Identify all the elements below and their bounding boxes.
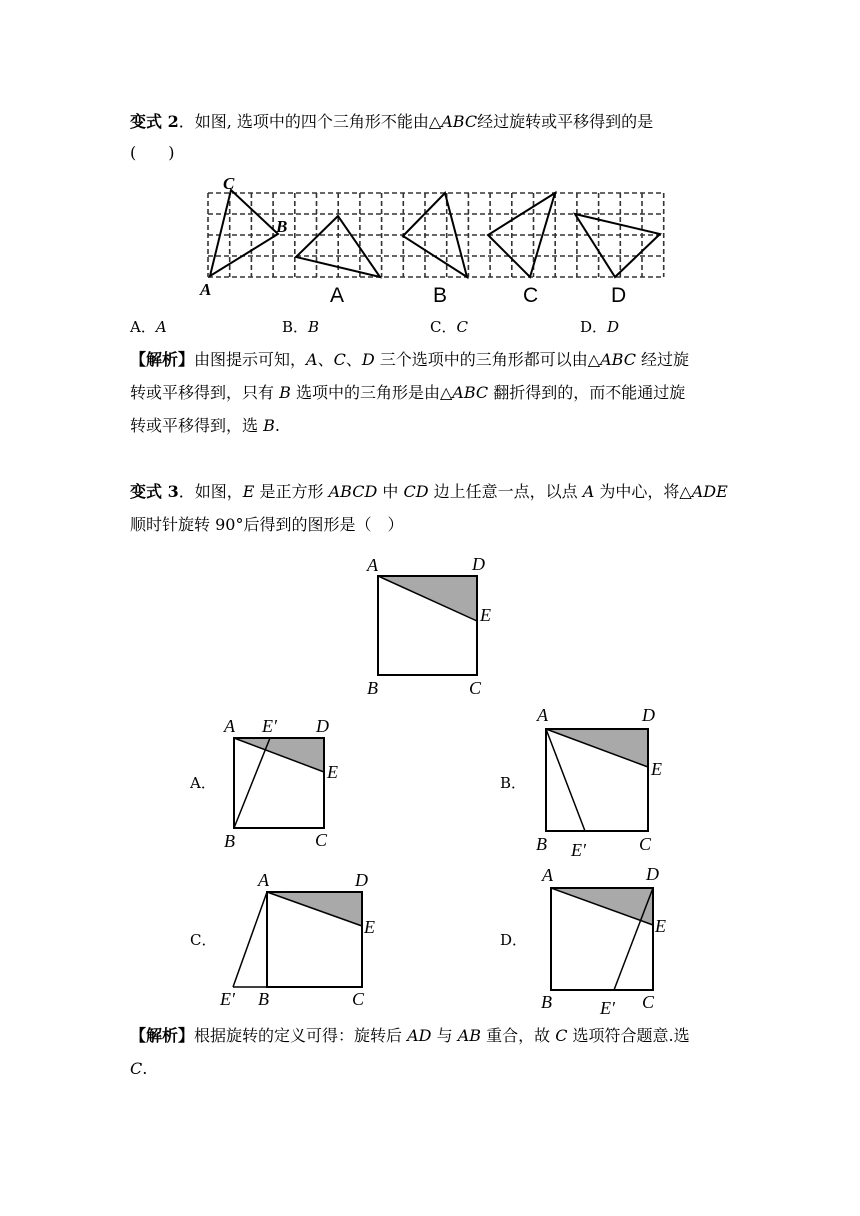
svg-text:E: E [651, 759, 662, 779]
caption-a: A [330, 284, 345, 307]
q3-option-a-letter: A． [190, 774, 216, 792]
svg-text:C: C [315, 830, 328, 850]
q3-option-a-figure [223, 716, 338, 851]
q2-option-b: B．B [282, 318, 320, 336]
q3-option-d-figure [541, 864, 666, 1018]
q2-stem: 变式 2．如图, 选项中的四个三角形不能由△ABC经过旋转或平移得到的是 [130, 112, 654, 131]
svg-text:E: E [364, 917, 375, 937]
svg-text:C: C [352, 989, 365, 1009]
q3-option-b-figure [536, 705, 662, 860]
q2-answer-paren: ( ) [130, 143, 175, 162]
q3-option-c-letter: C． [190, 931, 217, 949]
svg-text:A: A [537, 705, 548, 725]
q2-option-d: D．D [580, 318, 620, 336]
svg-text:B: B [258, 989, 269, 1009]
q3-label: 变式 3 [130, 482, 179, 501]
svg-text:D: D [646, 864, 659, 884]
q2-analysis-line3: 转或平移得到，选 B. [130, 416, 280, 435]
svg-text:D: D [472, 554, 485, 574]
svg-text:D: D [355, 870, 368, 890]
svg-text:A: A [224, 716, 235, 736]
q3-main-figure [366, 554, 491, 698]
q3-option-b-letter: B． [500, 774, 527, 792]
svg-text:E′: E′ [600, 998, 615, 1018]
svg-text:D: D [642, 705, 655, 725]
label-B: B [276, 217, 288, 236]
q3-stem-line1: 变式 3．如图，E 是正方形 ABCD 中 CD 边上任意一点，以点 A 为中心，将△ADE [130, 482, 728, 501]
caption-d: D [611, 284, 627, 307]
q2-analysis-line2: 转或平移得到，只有 B 选项中的三角形是由△ABC 翻折得到的，而不能通过旋 [130, 383, 686, 402]
q2-label: 变式 2 [130, 112, 179, 131]
label-C: C [223, 174, 235, 193]
svg-text:E: E [480, 605, 491, 625]
svg-text:C: C [639, 834, 652, 854]
q3-analysis-line1: 【解析】根据旋转的定义可得：旋转后 AD 与 AB 重合，故 C 选项符合题意.选 [130, 1026, 690, 1045]
q3-option-c-figure [219, 870, 375, 1009]
q3-analysis-line2: C. [130, 1059, 148, 1078]
svg-text:C: C [469, 678, 482, 698]
svg-text:A: A [542, 865, 553, 885]
label-A: A [200, 280, 212, 299]
q3-stem-line2: 顺时针旋转 90°后得到的图形是（ ） [130, 515, 404, 534]
svg-text:D: D [316, 716, 329, 736]
svg-text:E′: E′ [571, 840, 586, 860]
svg-text:A: A [258, 870, 269, 890]
q2-option-a: A．A [130, 318, 167, 336]
svg-text:E′: E′ [220, 989, 235, 1009]
q3-option-d-letter: D． [500, 931, 528, 949]
caption-c: C [523, 284, 539, 307]
svg-text:E: E [327, 762, 338, 782]
q2-analysis-line1: 【解析】由图提示可知，A、C、D 三个选项中的三角形都可以由△ABC 经过旋 [130, 350, 690, 369]
svg-text:C: C [642, 992, 655, 1012]
svg-text:A: A [367, 555, 378, 575]
svg-text:B: B [224, 831, 235, 851]
q2-option-c: C．C [430, 318, 468, 336]
svg-text:E′: E′ [262, 716, 277, 736]
svg-text:B: B [536, 834, 547, 854]
caption-b: B [433, 284, 448, 307]
svg-text:E: E [655, 916, 666, 936]
svg-text:B: B [367, 678, 378, 698]
svg-text:B: B [541, 992, 552, 1012]
